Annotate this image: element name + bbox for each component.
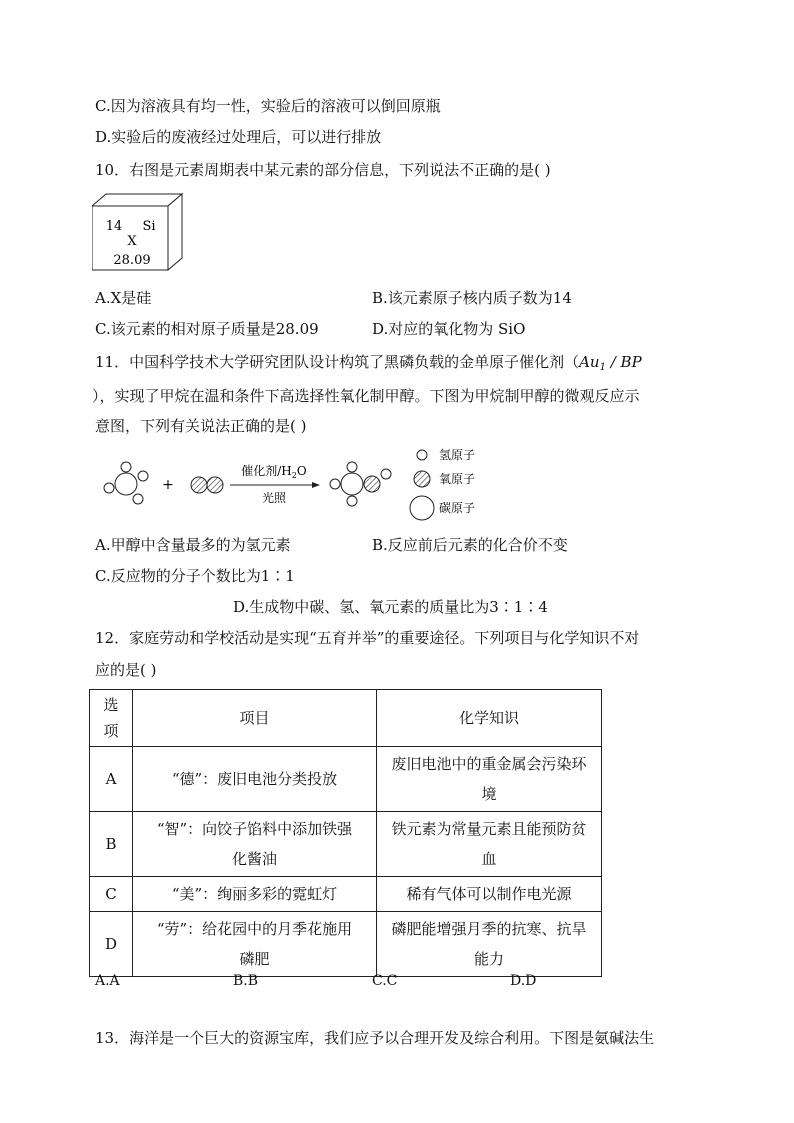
option-c-line: C.因为溶液具有均一性，实验后的溶液可以倒回原瓶	[95, 97, 441, 115]
question-11-line3: 意图，下列有关说法正确的是( )	[95, 417, 307, 435]
header-item: 项目	[133, 690, 377, 747]
row-item: “德”：废旧电池分类投放	[133, 747, 377, 812]
reaction-diagram	[98, 444, 498, 524]
q11-option-a: A.甲醇中含量最多的为氢元素	[95, 536, 291, 554]
row-option: C	[90, 877, 133, 912]
question-10: 10．右图是元素周期表中某元素的部分信息，下列说法不正确的是( )	[95, 161, 551, 179]
question-13-line1: 13．海洋是一个巨大的资源宝库，我们应予以合理开发及综合利用。下图是氨碱法生	[95, 1029, 655, 1047]
legend-carbon: 碳原子	[439, 501, 476, 515]
condition-label: 光照	[261, 491, 287, 505]
table-header-row	[90, 690, 602, 747]
row-item: “美”：绚丽多彩的霓虹灯	[133, 877, 377, 912]
formula-sub: 1	[599, 362, 606, 373]
methane-molecule	[104, 462, 148, 504]
element-number: 14	[105, 219, 123, 234]
legend-hydrogen: 氢原子	[439, 448, 476, 462]
q10-option-a: A.X是硅	[95, 289, 152, 307]
legend	[410, 448, 475, 520]
q11-text: 11．中国科学技术大学研究团队设计构筑了黑磷负载的金单原子催化剂（	[95, 353, 580, 371]
question-11-line2: ），实现了甲烷在温和条件下高选择性氧化制甲醇。下图为甲烷制甲醇的微观反应示	[92, 387, 640, 405]
table-row	[90, 877, 602, 912]
row-knowledge: 磷肥能增强月季的抗寒、抗旱 能力	[377, 912, 602, 977]
catalyst-formula	[579, 353, 642, 371]
element-mass: 28.09	[113, 253, 151, 268]
question-12-line2: 应的是( )	[95, 661, 157, 679]
row-option: B	[90, 812, 133, 877]
oxygen-molecule	[191, 477, 223, 493]
row-knowledge: 铁元素为常量元素且能预防贫 血	[377, 812, 602, 877]
q12-answer-a: A.A	[95, 973, 120, 989]
formula-au: Au	[579, 353, 600, 371]
table-row	[90, 912, 602, 977]
row-option: D	[90, 912, 133, 977]
element-card	[92, 192, 192, 278]
row-item: “劳”：给花园中的月季花施用 磷肥	[133, 912, 377, 977]
q10-option-c: C.该元素的相对原子质量是28.09	[95, 320, 319, 338]
header-option: 选 项	[90, 690, 133, 747]
plus-sign: +	[162, 477, 174, 493]
element-symbol: Si	[142, 219, 156, 234]
q10-option-d: D.对应的氧化物为 SiO	[372, 320, 526, 338]
q12-answer-c: C.C	[372, 973, 398, 989]
table-row	[90, 747, 602, 812]
element-name: X	[127, 234, 137, 249]
legend-oxygen: 氧原子	[439, 472, 476, 486]
header-knowledge: 化学知识	[377, 690, 602, 747]
q12-answer-b: B.B	[233, 973, 259, 989]
row-option: A	[90, 747, 133, 812]
row-item: “智”：向饺子馅料中添加铁强 化酱油	[133, 812, 377, 877]
q11-option-b: B.反应前后元素的化合价不变	[372, 536, 568, 554]
catalyst-label: 催化剂$/H_2O$	[241, 464, 307, 480]
q11-option-d: D.生成物中碳、氢、氧元素的质量比为3∶1∶4	[233, 598, 548, 616]
formula-tail: / BP	[605, 353, 642, 371]
question-12-line1: 12．家庭劳动和学校活动是实现“五育并举”的重要途径。下列项目与化学知识不对	[95, 629, 640, 647]
option-d-line: D.实验后的废液经过处理后，可以进行排放	[95, 128, 382, 146]
row-knowledge: 废旧电池中的重金属会污染环 境	[377, 747, 602, 812]
q10-option-b: B.该元素原子核内质子数为14	[372, 289, 572, 307]
knowledge-table	[89, 689, 602, 977]
row-knowledge: 稀有气体可以制作电光源	[377, 877, 602, 912]
question-11-line1	[95, 352, 642, 378]
q11-option-c: C.反应物的分子个数比为1∶1	[95, 567, 295, 585]
methanol-molecule	[330, 462, 391, 506]
q12-answer-d: D.D	[510, 973, 537, 989]
table-row	[90, 812, 602, 877]
